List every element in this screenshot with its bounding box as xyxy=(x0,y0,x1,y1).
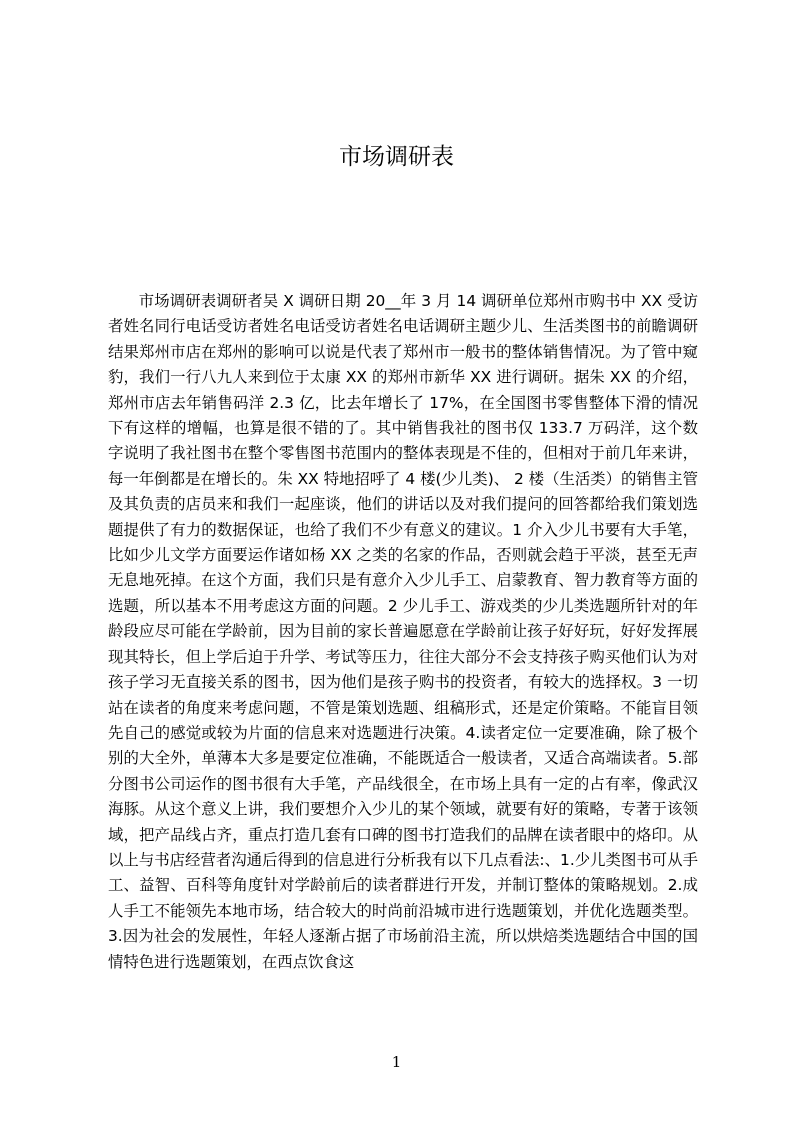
document-title: 市场调研表 xyxy=(339,144,454,170)
document-body-paragraph: 市场调研表调研者吴 X 调研日期 20__年 3 月 14 调研单位郑州市购书中 XX 受访者姓名同行电话受访者姓名电话受访者姓名电话调研主题少儿、生活类图书的前瞻调研结果郑州市店在郑州的影响可以说是代表了郑州市一般书的整体销售情况。为了管中窥豹，我们一行八九人来到位于太康 XX 的郑州市新华 XX 进行调研。据朱 XX 的介绍，郑州市店去年销售码洋 2.3 亿，比去年增长了 17%，在全国图书零售整体下滑的情况下有这样的增幅，也算是很不错的了。其中销售我社的图书仅 133.7 万码洋，这个数字说明了我社图书在整个零售图书范围内的整体表现是不佳的，但相对于前几年来讲，每一年倒都是在增长的。朱 XX 特地招呼了 4 楼(少儿类)、 2 楼（生活类）的销售主管及其负责的店员来和我们一起座谈，他们的讲话以及对我们提问的回答都给我们策划选题提供了有力的数据保证，也给了我们不少有意义的建议。1 介入少儿书要有大手笔，比如少儿文学方面要运作诸如杨 XX 之类的名家的作品，否则就会趋于平淡，甚至无声无息地死掉。在这个方面，我们只是有意介入少儿手工、启蒙教育、智力教育等方面的选题，所以基本不用考虑这方面的问题。2 少儿手工、游戏类的少儿类选题所针对的年龄段应尽可能在学龄前，因为目前的家长普遍愿意在学龄前让孩子好好玩，好好发挥展现其特长，但上学后迫于升学、考试等压力，往往大部分不会支持孩子购买他们认为对孩子学习无直接关系的图书，因为他们是孩子购书的投资者，有较大的选择权。3 一切站在读者的角度来考虑问题，不管是策划选题、组稿形式，还是定价策略。不能盲目领先自己的感觉或较为片面的信息来对选题进行决策。4.读者定位一定要准确，除了极个别的大全外，单薄本大多是要定位准确，不能既适合一般读者，又适合高端读者。5.部分图书公司运作的图书很有大手笔，产品线很全，在市场上具有一定的占有率，像武汉海豚。从这个意义上讲，我们要想介入少儿的某个领域，就要有好的策略，专著于该领域，把产品线占齐，重点打造几套有口碑的图书打造我们的品牌在读者眼中的烙印。从以上与书店经营者沟通后得到的信息进行分析我有以下几点看法:、1.少儿类图书可从手工、益智、百科等角度针对学龄前后的读者群进行开发，并制订整体的策略规划。2.成人手工不能领先本地市场，结合较大的时尚前沿城市进行选题策划，并优化选题类型。3.因为社会的发展性，年轻人逐渐占据了市场前沿主流，所以烘焙类选题结合中国的国情特色进行选题策划，在西点饮食这 xyxy=(108,292,698,971)
page-number: 1 xyxy=(391,1053,402,1071)
